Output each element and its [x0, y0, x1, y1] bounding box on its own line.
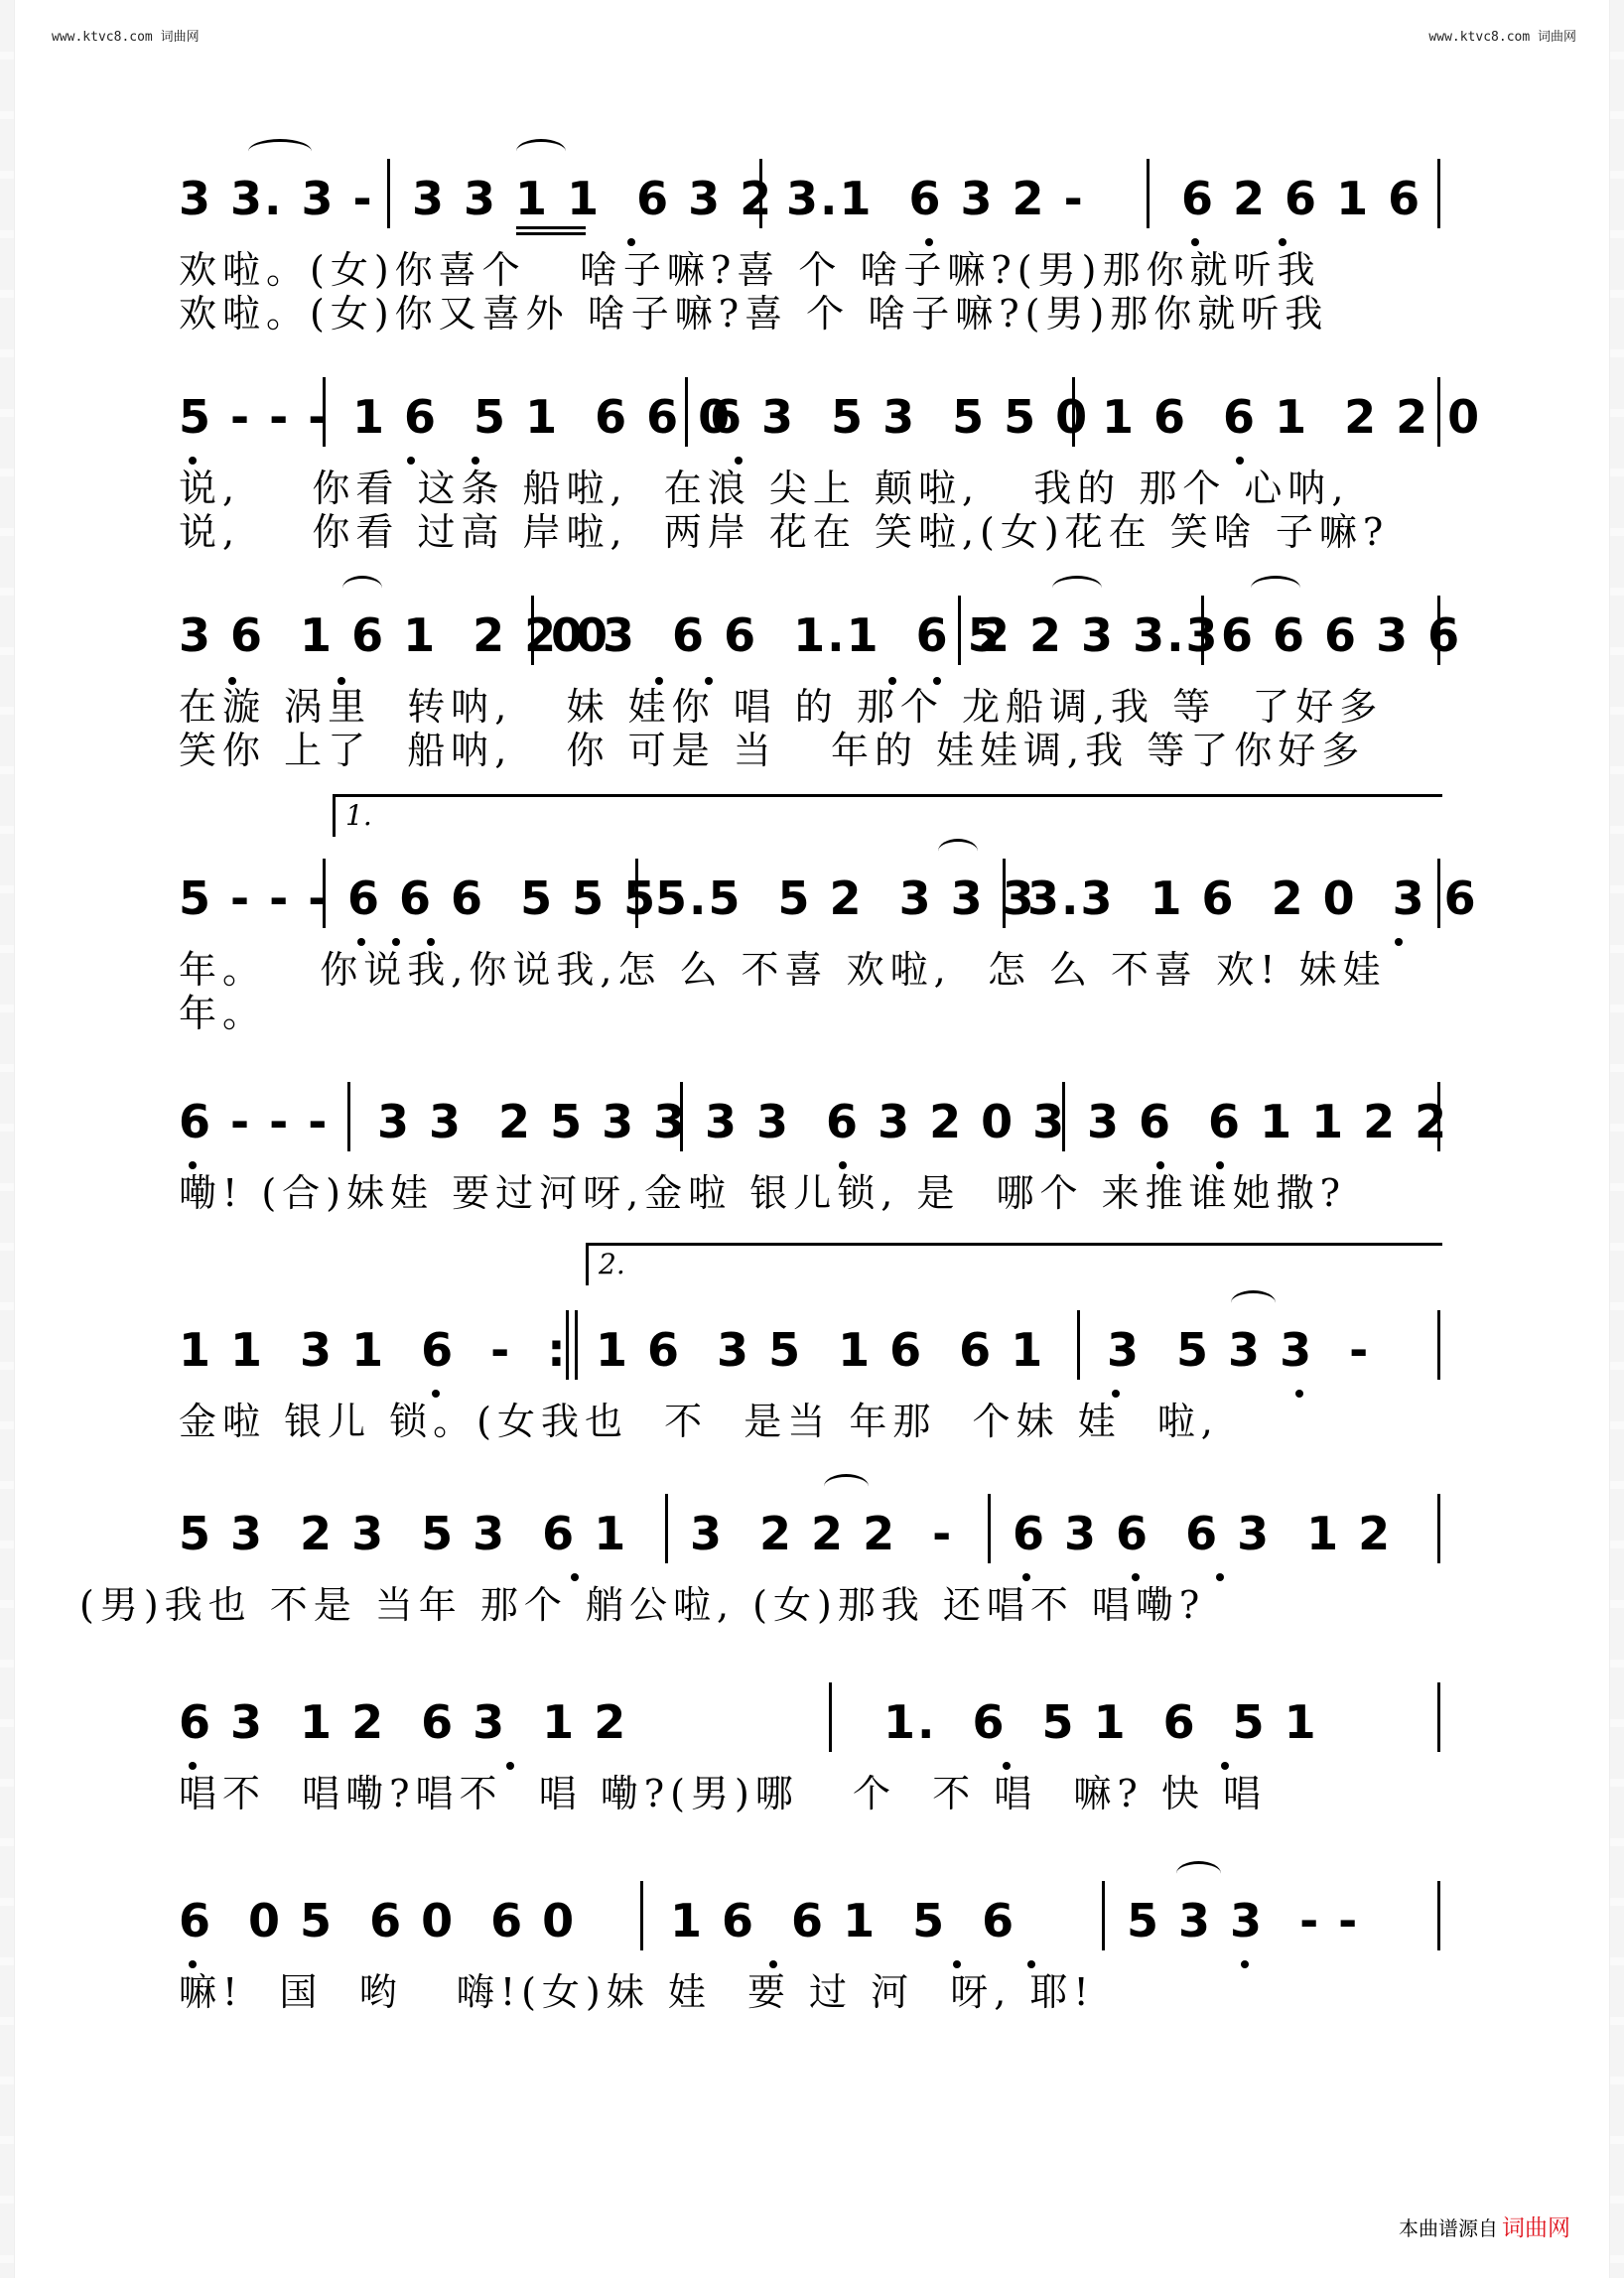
lyric-line: 欢啦。(女)你喜个 啥子嘛?喜 个 啥子嘛?(男)那你就听我 — [179, 248, 1321, 292]
low-octave-dot — [839, 1161, 847, 1169]
slur-mark — [248, 139, 312, 164]
low-octave-dot — [432, 1390, 440, 1398]
low-octave-dot — [1295, 1390, 1303, 1398]
low-octave-dot — [1395, 938, 1403, 946]
low-octave-dot — [357, 938, 365, 946]
header-left-watermark: www.ktvc8.com 词曲网 — [52, 30, 200, 45]
measure-notes: 1 1 3 1 6 - : — [179, 1323, 568, 1377]
header-right-watermark: www.ktvc8.com 词曲网 — [1428, 30, 1576, 45]
measure-notes: 6 - - - — [179, 1095, 330, 1148]
measure-notes: 3 6 1 6 1 2 2 0 — [179, 608, 610, 662]
measure-notes: 1 6 3 5 1 6 6 1 — [596, 1323, 1045, 1377]
low-octave-dot — [189, 1960, 197, 1968]
score-system-2 — [179, 387, 1482, 554]
low-octave-dot — [735, 457, 743, 465]
low-octave-dot — [1156, 1161, 1164, 1169]
low-octave-dot — [472, 457, 479, 465]
measure-notes: 3 6 6 1 1 2 2 — [1087, 1095, 1449, 1148]
footer-prefix: 本曲谱源自 — [1399, 2218, 1498, 2240]
lyric-line: (男)我也 不是 当年 那个 艄公啦, (女)那我 还唱不 唱嘞? — [79, 1583, 1206, 1627]
measure-notes: 6 0 5 6 0 6 0 — [179, 1894, 577, 1947]
measure-notes: 3 3. 3 - — [179, 172, 374, 225]
second-ending-label: 2. — [599, 1248, 625, 1280]
low-octave-dot — [1236, 457, 1244, 465]
measure-notes: 3 3 6 3 2 0 3 — [705, 1095, 1067, 1148]
measure-notes: 6 3 1 2 6 3 1 2 — [179, 1695, 628, 1749]
score-system-3 — [179, 605, 1462, 772]
low-octave-dot — [655, 677, 663, 685]
low-octave-dot — [506, 1762, 514, 1770]
lyric-line: 欢啦。(女)你又喜外 啥子嘛?喜 个 啥子嘛?(男)那你就听我 — [179, 292, 1329, 335]
score-system-9 — [179, 1891, 1439, 2014]
measure-notes: 5 - - - — [179, 871, 330, 925]
footer-source — [1399, 2210, 1570, 2242]
low-octave-dot — [571, 1573, 579, 1581]
score-system-5 — [179, 1092, 1449, 1215]
measure-notes: 3 3 1 1 6 3 2 — [412, 172, 774, 225]
lyric-line: 唱不 唱嘞?唱不 唱 嘞?(男)哪 个 不 唱 嘛? 快 唱 — [179, 1772, 1267, 1815]
score-system-7 — [79, 1504, 1439, 1627]
measure-notes: 6 6 6 5 5 5 — [347, 871, 658, 925]
slur-mark — [938, 839, 978, 864]
measure-notes: 6 3 5 3 5 5 0 — [710, 390, 1090, 444]
lyric-line: 年。 — [179, 992, 267, 1035]
low-octave-dot — [338, 677, 345, 685]
low-octave-dot — [392, 938, 400, 946]
low-octave-dot — [407, 457, 415, 465]
low-octave-dot — [1216, 1161, 1224, 1169]
measure-notes: 5 3 2 3 5 3 6 1 — [179, 1507, 628, 1560]
measure-notes: 3 3 2 5 3 3 — [377, 1095, 688, 1148]
low-octave-dot — [1216, 1573, 1224, 1581]
measure-notes: 6 3 6 6 3 1 2 — [1013, 1507, 1393, 1560]
measure-notes: 0 3 6 6 1.1 6 5 — [551, 608, 1002, 662]
low-octave-dot — [1132, 1573, 1140, 1581]
measure-notes: 5.5 5 2 3 3 3 — [655, 871, 1036, 925]
measure-notes: 5 - - - — [179, 390, 330, 444]
measure-notes: 1 6 6 1 5 6 — [670, 1894, 1016, 1947]
low-octave-dot — [769, 1960, 777, 1968]
low-octave-dot — [1221, 1762, 1229, 1770]
lyric-line: 在漩 涡里 转呐, 妹 娃你 唱 的 那个 龙船调,我 等 了好多 — [179, 685, 1384, 729]
slur-mark — [1231, 1290, 1276, 1315]
slur-mark — [516, 139, 566, 164]
low-octave-dot — [705, 677, 713, 685]
measure-notes: 1. 6 5 1 6 5 1 — [883, 1695, 1318, 1749]
beam-line — [516, 226, 586, 229]
beam-line — [516, 232, 586, 235]
low-octave-dot — [1279, 238, 1286, 246]
right-margin-strip — [1609, 0, 1624, 2278]
slur-mark — [342, 576, 382, 601]
score-system-4 — [179, 869, 1478, 1035]
low-octave-dot — [189, 457, 197, 465]
lyric-line: 嘞! (合)妹娃 要过河呀,金啦 银儿锁, 是 哪个 来推谁她撒? — [179, 1171, 1347, 1215]
score-system-1 — [179, 169, 1439, 335]
low-octave-dot — [1112, 1390, 1120, 1398]
footer-brand-link[interactable]: 词曲网 — [1502, 2214, 1570, 2240]
measure-notes: 5 3 3 - - — [1127, 1894, 1360, 1947]
low-octave-dot — [1003, 1762, 1011, 1770]
low-octave-dot — [189, 1161, 197, 1169]
lyric-line: 说, 你看 过高 岸啦, 两岸 花在 笑啦,(女)花在 笑啥 子嘛? — [179, 510, 1390, 554]
low-octave-dot — [1241, 1960, 1249, 1968]
measure-notes: 3.3 1 6 2 0 3 6 — [1027, 871, 1478, 925]
slur-mark — [824, 1474, 869, 1499]
low-octave-dot — [1191, 238, 1199, 246]
measure-notes: 3 2 2 2 - — [690, 1507, 954, 1560]
measure-notes: 1 6 6 1 2 2 0 — [1102, 390, 1482, 444]
lyric-line: 金啦 银儿 锁。(女我也 不 是当 年那 个妹 娃 啦, — [179, 1400, 1219, 1443]
low-octave-dot — [627, 238, 635, 246]
low-octave-dot — [953, 1960, 961, 1968]
measure-notes: 3 5 3 3 - — [1107, 1323, 1371, 1377]
measure-notes: 1 6 5 1 6 6 0 — [352, 390, 733, 444]
left-margin-strip — [0, 0, 15, 2278]
low-octave-dot — [189, 1762, 197, 1770]
slur-mark — [1251, 576, 1300, 601]
low-octave-dot — [888, 677, 896, 685]
measure-notes: 3.1 6 3 2 - — [786, 172, 1085, 225]
second-ending-bracket — [586, 1243, 1442, 1285]
measure-notes: 2 2 3 3.3 — [978, 608, 1220, 662]
slur-mark — [1176, 1861, 1221, 1886]
lyric-line: 笑你 上了 船呐, 你 可是 当 年的 娃娃调,我 等了你好多 — [179, 729, 1366, 772]
low-octave-dot — [1022, 1573, 1030, 1581]
measure-notes: 6 2 6 1 6 — [1181, 172, 1422, 225]
slur-mark — [1052, 576, 1102, 601]
low-octave-dot — [228, 677, 236, 685]
low-octave-dot — [427, 938, 435, 946]
score-system-6 — [179, 1320, 1439, 1443]
first-ending-bracket — [333, 794, 1442, 837]
low-octave-dot — [925, 238, 933, 246]
lyric-line: 嘛! 国 哟 嗨!(女)妹 娃 要 过 河 呀, 耶! — [179, 1970, 1095, 2014]
lyric-line: 年。 你说我,你说我,怎 么 不喜 欢啦, 怎 么 不喜 欢! 妹娃 — [179, 948, 1387, 992]
score-system-8 — [179, 1692, 1439, 1815]
low-octave-dot — [933, 677, 941, 685]
lyric-line: 说, 你看 这条 船啦, 在浪 尖上 颠啦, 我的 那个 心呐, — [179, 467, 1350, 510]
measure-notes: 6 6 6 3 6 — [1221, 608, 1462, 662]
low-octave-dot — [1027, 1960, 1035, 1968]
first-ending-label: 1. — [345, 799, 372, 832]
